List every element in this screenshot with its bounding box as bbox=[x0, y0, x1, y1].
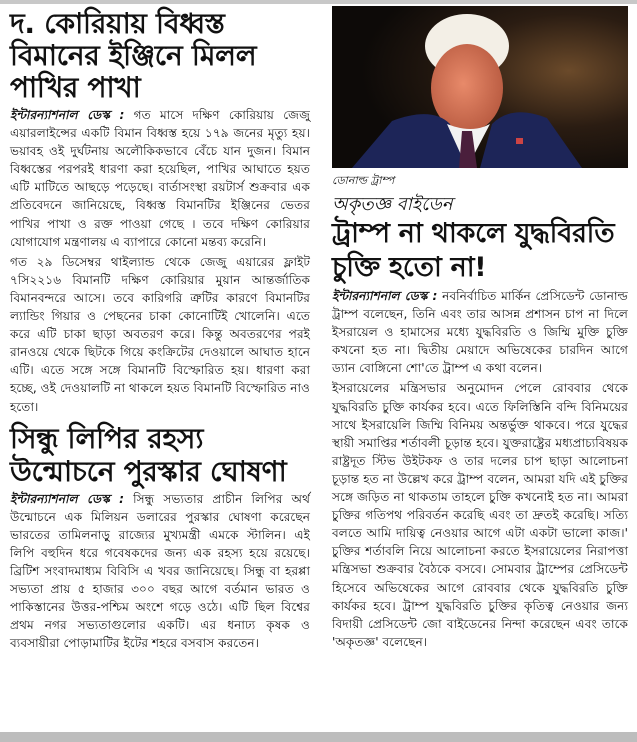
left-column bbox=[10, 8, 310, 652]
dateline: ইন্টারন্যাশনাল ডেস্ক : bbox=[10, 491, 125, 506]
article-body bbox=[10, 490, 310, 653]
headline: দ. কোরিয়ায় বিধ্বস্ত বিমানের ইঞ্জিনে মিলল পাখির পাখা bbox=[10, 7, 257, 104]
dateline: ইন্টারন্যাশনাল ডেস্ক : bbox=[332, 289, 438, 303]
article-indus-script-prize bbox=[10, 422, 310, 653]
right-column bbox=[332, 6, 628, 651]
headline: ট্রাম্প না থাকলে যুদ্ধবিরতি চুক্তি হতো না! bbox=[332, 218, 615, 283]
bottom-border bbox=[0, 732, 637, 742]
article-body bbox=[10, 253, 310, 416]
article-body bbox=[10, 106, 310, 251]
paragraph: গত ২৯ ডিসেম্বর থাইল্যান্ড থেকে জেজু এয়ারের ফ্লাইট ৭সি২২১৬ বিমানটি দক্ষিণ কোরিয়ার মুয়ান আন্তর্জাতিক বিমানবন্দরে আসে। তবে কারিগরি ত্রুটির কারণে বিমানটির ল্যান্ডিং গিয়ার ও পেছনের চাকা কোনোটিই খোলেনি। এতে করে এটি চাকা ছাড়া অবতরণ করে। কিন্তু অবতরণের পরই রানওয়ে থেকে ছিটকে গিয়ে কংক্রিটের দেওয়ালে আঘাত হানে এটি। এতে সঙ্গে সঙ্গে বিমানটি বিস্ফোরিত হয়। ধারণা করা হচ্ছে, ওই দেওয়ালটি না থাকলে হয়ত বিমানটি বিস্ফোরিত নাও হতো। bbox=[10, 254, 310, 414]
headline: সিন্ধু লিপির রহস্য উন্মোচনে পুরস্কার ঘোষণা bbox=[10, 421, 287, 488]
dateline: ইন্টারন্যাশনাল ডেস্ক : bbox=[10, 108, 125, 122]
trump-photo bbox=[332, 6, 628, 168]
paragraph: সিন্ধু সভ্যতার প্রাচীন লিপির অর্থ উন্মোচনে এক মিলিয়ন ডলারের পুরস্কার ঘোষণা করেছেন ভারতের তামিলনাড়ু রাজ্যের মুখ্যমন্ত্রী এমকে স্টালিন। এই লিপি বহুদিন ধরে গবেষকদের জন্য এক রহস্য হয়ে রয়েছে। ব্রিটিশ সংবাদমাধ্যম বিবিসি এ খবর জানিয়েছে। সিন্ধু বা হরপ্পা সভ্যতা প্রায় ৫ হাজার ৩০০ বছর আগে বর্তমান ভারত ও পাকিস্তানের উত্তর-পশ্চিম অংশে গড়ে ওঠে। এটি ছিল বিশ্বের প্রথম নগর সভ্যতাগুলোর একটি। এর ধনাঢ্য কৃষক ও ব্যবসায়ীরা পোড়ামাটির ইটের শহরে বসবাস করতেন। bbox=[10, 491, 310, 651]
article-trump-ceasefire bbox=[332, 193, 628, 651]
photo-caption: ডোনাল্ড ট্রাম্প bbox=[332, 174, 395, 187]
article-korea-plane-crash bbox=[10, 8, 310, 416]
paragraph: নবনির্বাচিত মার্কিন প্রেসিডেন্ট ডোনাল্ড ট্রাম্প বলেছেন, তিনি এবং তার আসন্ন প্রশাসন চাপ না দিলে ইসরায়েল ও হামাসের মধ্যে যুদ্ধবিরতি ও জিম্মি মুক্তি চুক্তি কখনো হত না। দ্বিতীয় মেয়াদে অভিষেকের চারদিন আগে ড্যান বোঙ্গিনো শো'তে ট্রাম্প এ কথা বলেন। bbox=[332, 289, 628, 376]
article-body bbox=[332, 379, 628, 650]
kicker: অকৃতজ্ঞ বাইডেন bbox=[332, 194, 453, 215]
top-border bbox=[0, 0, 637, 4]
paragraph: ইসরায়েলের মন্ত্রিসভার অনুমোদন পেলে রোববার থেকে যুদ্ধবিরতি চুক্তি কার্যকর হবে। এতে ফিলিস্তিনি বন্দি বিনিময়ের সাথে ইসরায়েলি জিম্মি বিনিময় অন্তর্ভুক্ত থাকবে। পরে যুদ্ধের স্থায়ী সমাপ্তির শর্তাবলী চূড়ান্ত হবে। যুক্তরাষ্ট্রের মধ্যপ্রাচ্যবিষয়ক রাষ্ট্রদূত স্টিভ উইটকফ ও তার দলের চাপ ছাড়া আলোচনা চূড়ান্ত হত না উল্লেখ করে ট্রাম্প বলেন, আমরা যদি এই চুক্তির সঙ্গে জড়িত না থাকতাম তাহলে চুক্তি কখনোই হত না। আমরা চুক্তির গতিপথ পরিবর্তন করেছি এবং তা দ্রুতই করেছি। সত্যি বলতে আমি দায়িত্ব নেওয়ার আগে এটা একটা ভালো কাজ।' চুক্তির শর্তাবলি নিয়ে আলোচনা করতে ইসরায়েলের নিরাপত্তা মন্ত্রিসভা শুক্রবার বৈঠকে বসবে। সোমবার ট্রাম্পের প্রেসিডেন্ট হিসেবে অভিষেকের আগে রোববার থেকে যুদ্ধবিরতি চুক্তি কার্যকর হবে। ট্রাম্প যুদ্ধবিরতি চুক্তির কৃতিত্ব নেওয়ার জন্য বিদায়ী প্রেসিডেন্ট জো বাইডেনের নিন্দা করেছেন এবং তাকে 'অকৃতজ্ঞ' বলেছেন। bbox=[332, 381, 629, 649]
paragraph: গত মাসে দক্ষিণ কোরিয়ায় জেজু এয়ারলাইন্সের একটি বিমান বিধ্বস্ত হয়ে ১৭৯ জনের মৃত্যু হয়। ভয়াবহ ওই দুর্ঘটনায় অলৌকিকভাবে বেঁচে যান দুজন। বিমান বিধ্বস্তের পরপরই ধারণা করা হয়েছিল, পাখির আঘাতে হয়ত এটি মাটিতে আছড়ে পড়েছে। বার্তাসংস্থা রয়টার্স শুক্রবার এক প্রতিবেদনে জানিয়েছে, বিধ্বস্ত বিমানটির ইঞ্জিনের ভেতর পাখির পাখা ও রক্ত পাওয়া গেছে । তবে দক্ষিণ কোরিয়ার যোগাযোগ মন্ত্রণালয় এ ব্যাপারে কোনো মন্তব্য করেনি। bbox=[10, 108, 310, 249]
article-body bbox=[332, 287, 628, 377]
